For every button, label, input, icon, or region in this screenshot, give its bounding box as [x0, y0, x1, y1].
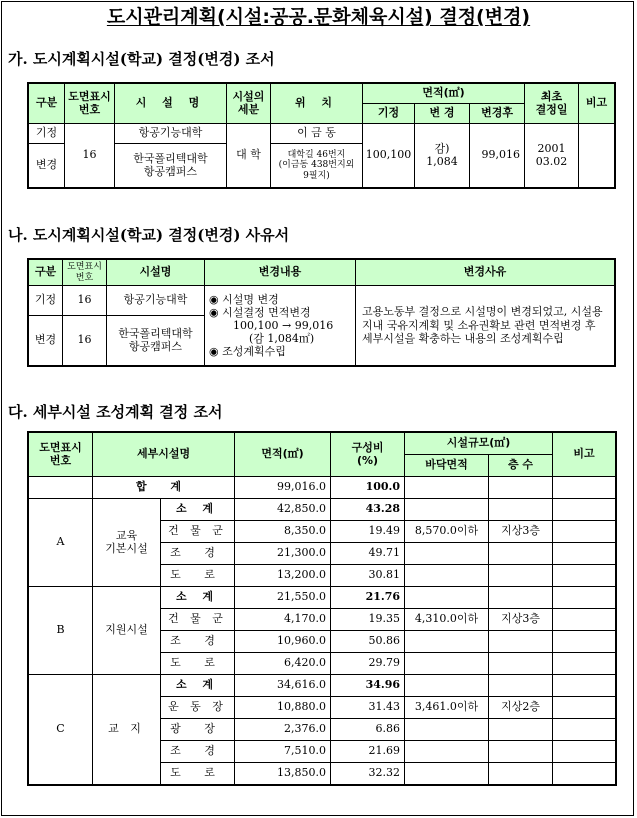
s3-row-note — [553, 587, 616, 609]
s3-row-label: 소 계 — [161, 675, 235, 697]
s3-row-note — [553, 543, 616, 565]
section2-table — [28, 259, 615, 366]
s1-header-location: 위 치 — [271, 84, 363, 124]
s3-row-label: 건 물 군 — [161, 609, 235, 631]
s3-row-ratio: 49.71 — [331, 543, 405, 565]
s1-header-gubun: 구분 — [29, 84, 65, 124]
s3-row-floors — [489, 499, 553, 521]
s1-header-facility-detail: 시설의 세분 — [227, 84, 271, 124]
s3-header-scale: 시설규모(㎡) — [405, 433, 553, 455]
s3-row-floor: 3,461.0이하 — [405, 697, 489, 719]
s3-row-label: 운 동 장 — [161, 697, 235, 719]
s2-bullet-2c: (감 1,084㎡) — [249, 332, 315, 346]
s1-row-after-label: 변경 — [29, 144, 65, 188]
s3-row-floors — [489, 741, 553, 763]
s3-row-area: 42,850.0 — [235, 499, 331, 521]
s3-row-floors — [489, 653, 553, 675]
s3-row-area: 34,616.0 — [235, 675, 331, 697]
section2-heading: 나. 도시계획시설(학교) 결정(변경) 사유서 — [8, 226, 290, 244]
s3-row-note — [553, 653, 616, 675]
s3-row-area: 8,350.0 — [235, 521, 331, 543]
s2-map-no-2: 16 — [63, 316, 107, 366]
s3-row-area: 21,550.0 — [235, 587, 331, 609]
s3-row-note — [553, 719, 616, 741]
s3-row-label: 소 계 — [161, 587, 235, 609]
s3-total-ratio: 100.0 — [331, 477, 405, 499]
s3-row-floor — [405, 631, 489, 653]
s1-decision-date: 2001 03.02 — [525, 124, 579, 188]
s3-row-floor — [405, 653, 489, 675]
s3-row-floor — [405, 587, 489, 609]
s3-row-note — [553, 565, 616, 587]
s2-bullet-2: ◉ 시설결정 면적변경 — [209, 305, 311, 319]
s3-row-ratio: 32.32 — [331, 763, 405, 785]
s3-row-label: 광 장 — [161, 719, 235, 741]
s3-row-floor: 8,570.0이하 — [405, 521, 489, 543]
s3-total-floors — [489, 477, 553, 499]
s1-header-existing: 기정 — [363, 104, 415, 124]
section3-heading: 다. 세부시설 조성계획 결정 조서 — [8, 403, 223, 421]
s3-row-note — [553, 609, 616, 631]
s2-change-reason: 고용노동부 결정으로 시설명이 변경되었고, 시설용지내 국유지계획 및 소유권확보 관련 면적변경 후 세부시설을 확충하는 내용의 조성계획수립 — [356, 286, 615, 366]
s1-note — [579, 124, 615, 188]
section1-heading: 가. 도시계획시설(학교) 결정(변경) 조서 — [8, 50, 275, 68]
s1-header-map-no: 도면표시 번호 — [65, 84, 115, 124]
s3-header-note: 비고 — [553, 433, 616, 477]
s3-group-code: A — [29, 499, 93, 587]
s1-header-change: 변 경 — [415, 104, 470, 124]
s3-row-ratio: 21.69 — [331, 741, 405, 763]
s1-header-after: 변경후 — [470, 104, 525, 124]
s3-row-area: 4,170.0 — [235, 609, 331, 631]
s1-after: 99,016 — [470, 124, 525, 188]
s2-header-map-no: 도면표시 번호 — [63, 260, 107, 286]
s3-row-label: 도 로 — [161, 763, 235, 785]
s3-row-note — [553, 521, 616, 543]
s1-detail: 대 학 — [227, 124, 271, 188]
s3-row-label: 도 로 — [161, 565, 235, 587]
s1-header-area: 면적(㎡) — [363, 84, 525, 104]
s3-row-floors — [489, 675, 553, 697]
s2-row-before-label: 기정 — [29, 286, 63, 316]
s3-total-note — [553, 477, 616, 499]
s3-group-name: 교 지 — [93, 675, 161, 785]
s3-header-floor-area: 바닥면적 — [405, 455, 489, 477]
s3-total-label: 합 계 — [93, 477, 235, 499]
s3-row-floors: 지상3층 — [489, 521, 553, 543]
section1-table — [28, 83, 615, 188]
s3-total-area: 99,016.0 — [235, 477, 331, 499]
s3-group-name: 교육 기본시설 — [93, 499, 161, 587]
s2-name-before: 항공기능대학 — [107, 286, 205, 316]
s3-row-floors — [489, 763, 553, 785]
s3-row-label: 조 경 — [161, 543, 235, 565]
s3-row-area: 6,420.0 — [235, 653, 331, 675]
s3-row-floors — [489, 719, 553, 741]
s3-header-map-no: 도면표시 번호 — [29, 433, 93, 477]
s3-row-floor: 4,310.0이하 — [405, 609, 489, 631]
s3-row-ratio: 29.79 — [331, 653, 405, 675]
s3-row-label: 건 물 군 — [161, 521, 235, 543]
s3-group-code: B — [29, 587, 93, 675]
table-row — [29, 587, 616, 609]
s3-row-floor — [405, 675, 489, 697]
s3-group-code: C — [29, 675, 93, 785]
s1-header-note: 비고 — [579, 84, 615, 124]
s3-row-ratio: 43.28 — [331, 499, 405, 521]
s3-row-area: 10,960.0 — [235, 631, 331, 653]
s3-row-ratio: 31.43 — [331, 697, 405, 719]
s1-existing: 100,100 — [363, 124, 415, 188]
s3-header-floors: 층 수 — [489, 455, 553, 477]
s3-row-floor — [405, 763, 489, 785]
s3-row-note — [553, 763, 616, 785]
s3-row-note — [553, 499, 616, 521]
s3-row-ratio: 50.86 — [331, 631, 405, 653]
s3-row-note — [553, 631, 616, 653]
s2-header-change-reason: 변경사유 — [356, 260, 615, 286]
s3-row-note — [553, 697, 616, 719]
s3-row-note — [553, 675, 616, 697]
s3-header-detail-name: 세부시설명 — [93, 433, 235, 477]
s2-change-content — [205, 286, 356, 366]
s3-row-area: 7,510.0 — [235, 741, 331, 763]
s2-map-no-1: 16 — [63, 286, 107, 316]
s3-total-code — [29, 477, 93, 499]
s3-row-note — [553, 741, 616, 763]
s3-row-floor — [405, 565, 489, 587]
s3-row-area: 2,376.0 — [235, 719, 331, 741]
s3-row-floor — [405, 543, 489, 565]
s3-row-label: 소 계 — [161, 499, 235, 521]
s1-map-no: 16 — [65, 124, 115, 188]
s2-row-after-label: 변경 — [29, 316, 63, 366]
s3-total-floor — [405, 477, 489, 499]
s3-row-floors: 지상3층 — [489, 609, 553, 631]
page-title: 도시관리계획(시설:공공.문화체육시설) 결정(변경) — [106, 6, 531, 28]
s3-header-ratio: 구성비 (%) — [331, 433, 405, 477]
s2-header-gubun: 구분 — [29, 260, 63, 286]
s3-row-area: 21,300.0 — [235, 543, 331, 565]
s3-row-floor — [405, 719, 489, 741]
s3-header-area: 면적(㎡) — [235, 433, 331, 477]
s1-name-after: 한국폴리텍대학 항공캠퍼스 — [115, 144, 227, 188]
s2-name-after: 한국폴리텍대학 항공캠퍼스 — [107, 316, 205, 366]
s3-row-area: 13,200.0 — [235, 565, 331, 587]
s1-header-facility-name: 시 설 명 — [115, 84, 227, 124]
s2-header-facility-name: 시설명 — [107, 260, 205, 286]
s2-header-change-content: 변경내용 — [205, 260, 356, 286]
s2-bullet-1: ◉ 시설명 변경 — [209, 292, 279, 306]
s3-row-label: 조 경 — [161, 741, 235, 763]
s2-bullet-2b: 100,100 → 99,016 — [233, 318, 334, 332]
s3-row-ratio: 30.81 — [331, 565, 405, 587]
s3-row-area: 10,880.0 — [235, 697, 331, 719]
s3-row-floors — [489, 587, 553, 609]
s3-row-floors: 지상2층 — [489, 697, 553, 719]
section3-table — [28, 432, 616, 785]
s1-loc-before: 이 금 동 — [271, 124, 363, 144]
s3-row-label: 도 로 — [161, 653, 235, 675]
s3-row-ratio: 6.86 — [331, 719, 405, 741]
s1-header-first-decision: 최초 결정일 — [525, 84, 579, 124]
s3-row-ratio: 21.76 — [331, 587, 405, 609]
s3-group-name: 지원시설 — [93, 587, 161, 675]
s3-row-floors — [489, 631, 553, 653]
s3-row-area: 13,850.0 — [235, 763, 331, 785]
s1-change: 감) 1,084 — [415, 124, 470, 188]
s1-loc-after: 대학길 46번지 (이금동 438번지외 9필지) — [271, 144, 363, 188]
table-row — [29, 499, 616, 521]
s3-row-label: 조 경 — [161, 631, 235, 653]
s3-row-ratio: 19.35 — [331, 609, 405, 631]
s3-row-floors — [489, 543, 553, 565]
s3-row-ratio: 19.49 — [331, 521, 405, 543]
s1-row-before-label: 기정 — [29, 124, 65, 144]
s1-name-before: 항공기능대학 — [115, 124, 227, 144]
s3-row-floor — [405, 741, 489, 763]
s3-row-floors — [489, 565, 553, 587]
s2-bullet-3: ◉ 조성계획수립 — [209, 345, 286, 359]
table-row — [29, 675, 616, 697]
s3-row-ratio: 34.96 — [331, 675, 405, 697]
s3-row-floor — [405, 499, 489, 521]
